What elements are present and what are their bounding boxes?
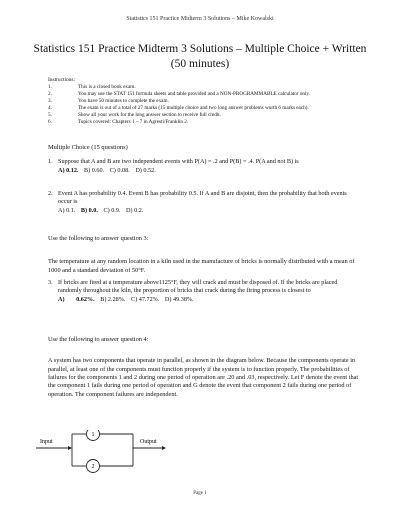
instruction-item — [48, 84, 310, 91]
question-text: Event A has probability 0.4. Event B has probability 0.5. If A and B are disjoint, then the probability that both events occur is — [58, 190, 347, 206]
component-2-label: 2 — [91, 464, 95, 470]
instruction-text: You may use the STAT 151 formula sheets and table provided and a NON-PROGRAMMABLE calculator only. — [78, 91, 311, 98]
choice-value: 0.2. — [134, 207, 144, 215]
question-number: 2. — [48, 190, 53, 197]
page-header: Statistics 151 Practice Midterm 3 Solutions – Mike Kowalski — [126, 16, 274, 22]
choice-value: 0.9. — [111, 207, 121, 215]
instruction-text: Topics covered: Chapters 1 – 7 in Agresti/Franklin 2. — [78, 119, 189, 126]
output-arrow — [162, 446, 166, 450]
choice-value-correct: 0.12. — [66, 166, 79, 174]
choice-label: C) — [103, 207, 110, 215]
instruction-item — [48, 91, 310, 98]
choice-label: D) — [135, 166, 142, 174]
input-label: Input — [40, 439, 53, 445]
instructions-list — [48, 84, 310, 126]
question-1 — [48, 158, 358, 175]
answer-choices — [58, 167, 358, 175]
instruction-item — [48, 119, 310, 126]
choice-value-correct: 0.62%. — [76, 296, 95, 304]
choice-label: A) — [58, 296, 65, 304]
instruction-number: 5. — [48, 112, 52, 119]
choice-label: D) — [126, 207, 133, 215]
choice-label: A) — [58, 207, 65, 215]
question-text: If bricks are fired at a temperature above1125°F, they will crack and must be disposed of. If the bricks are placed randomly throughout the kiln, the proportion of bricks that crack during the firing process is closest to — [58, 279, 338, 295]
choice-label: A) — [58, 166, 65, 174]
instruction-number: 2. — [48, 91, 52, 98]
choice-value: 0.60. — [91, 166, 105, 174]
q3-context: The temperature at any random location in a kiln used in the manufacture of bricks is normally distributed with a mean of 1000 and a standard deviation of 50°F. — [48, 258, 355, 274]
choice-label: C) — [131, 296, 138, 304]
page-footer: Page 1 — [193, 491, 207, 496]
choice-value: 0.08. — [117, 166, 130, 174]
choice-label: B) — [100, 296, 107, 304]
document-title: Statistics 151 Practice Midterm 3 Solutions – Multiple Choice + Written (50 minutes) — [33, 43, 367, 70]
choice-label: C) — [109, 166, 116, 174]
component-1-label: 1 — [91, 432, 95, 438]
output-label: Output — [140, 439, 157, 445]
section-title: Multiple Choice (15 questions) — [48, 144, 128, 151]
answer-choices — [58, 296, 358, 304]
use-following-q3: Use the following to answer question 3: — [48, 235, 149, 242]
answer-choices — [58, 207, 358, 215]
input-arrow — [68, 446, 72, 450]
instruction-number: 3. — [48, 98, 52, 105]
choice-value: 47.72%. — [138, 296, 160, 304]
instruction-number: 6. — [48, 119, 52, 126]
question-2 — [48, 190, 358, 215]
instruction-number: 1. — [48, 84, 52, 90]
use-following-q4: Use the following to answer question 4: — [48, 336, 149, 343]
instruction-text: You have 50 minutes to complete the exam. — [78, 98, 169, 105]
choice-label: D) — [164, 296, 172, 304]
question-number: 1. — [48, 158, 53, 165]
question-number: 3. — [48, 279, 53, 286]
choice-value-correct: 0.0. — [88, 207, 98, 215]
instruction-text: Show all your work for the long answer section to receive full credit. — [78, 112, 222, 119]
choice-value: 49.38%. — [172, 296, 194, 304]
q4-context: A system has two components that operate in parallel, as shown in the diagram below. Because the components operate in parallel, at least one of the components must function properly if the system is to function properly. The probabilities of failures for the components 1 and 2 during one period of operation are .20 and .03, respectively. Let F denote the event that the component 1 fails during one period of operation and G denote the event that component 2 fails during one period of operation. The component failures are independent. — [48, 357, 359, 398]
question-text: Suppose that A and B are two independent events with P(A) = .2 and P(B) = .4. P(A and not B) is — [58, 158, 299, 165]
choice-label: B) — [80, 207, 88, 215]
parallel-system-diagram — [30, 430, 180, 475]
instruction-text: The exam is out of a total of 27 marks (15 multiple choice and two long answer problems worth 6 marks each). — [78, 105, 309, 112]
instruction-text: This is a closed book exam. — [78, 84, 136, 90]
instruction-item — [48, 112, 310, 119]
choice-value: 0.1. — [66, 207, 76, 215]
question-3 — [48, 279, 358, 304]
instructions-label: Instructions: — [48, 77, 75, 83]
choice-value: 2.28%. — [107, 296, 126, 304]
choice-value: 0.52. — [143, 166, 156, 174]
choice-label: B) — [84, 166, 91, 174]
instruction-number: 4. — [48, 105, 52, 112]
